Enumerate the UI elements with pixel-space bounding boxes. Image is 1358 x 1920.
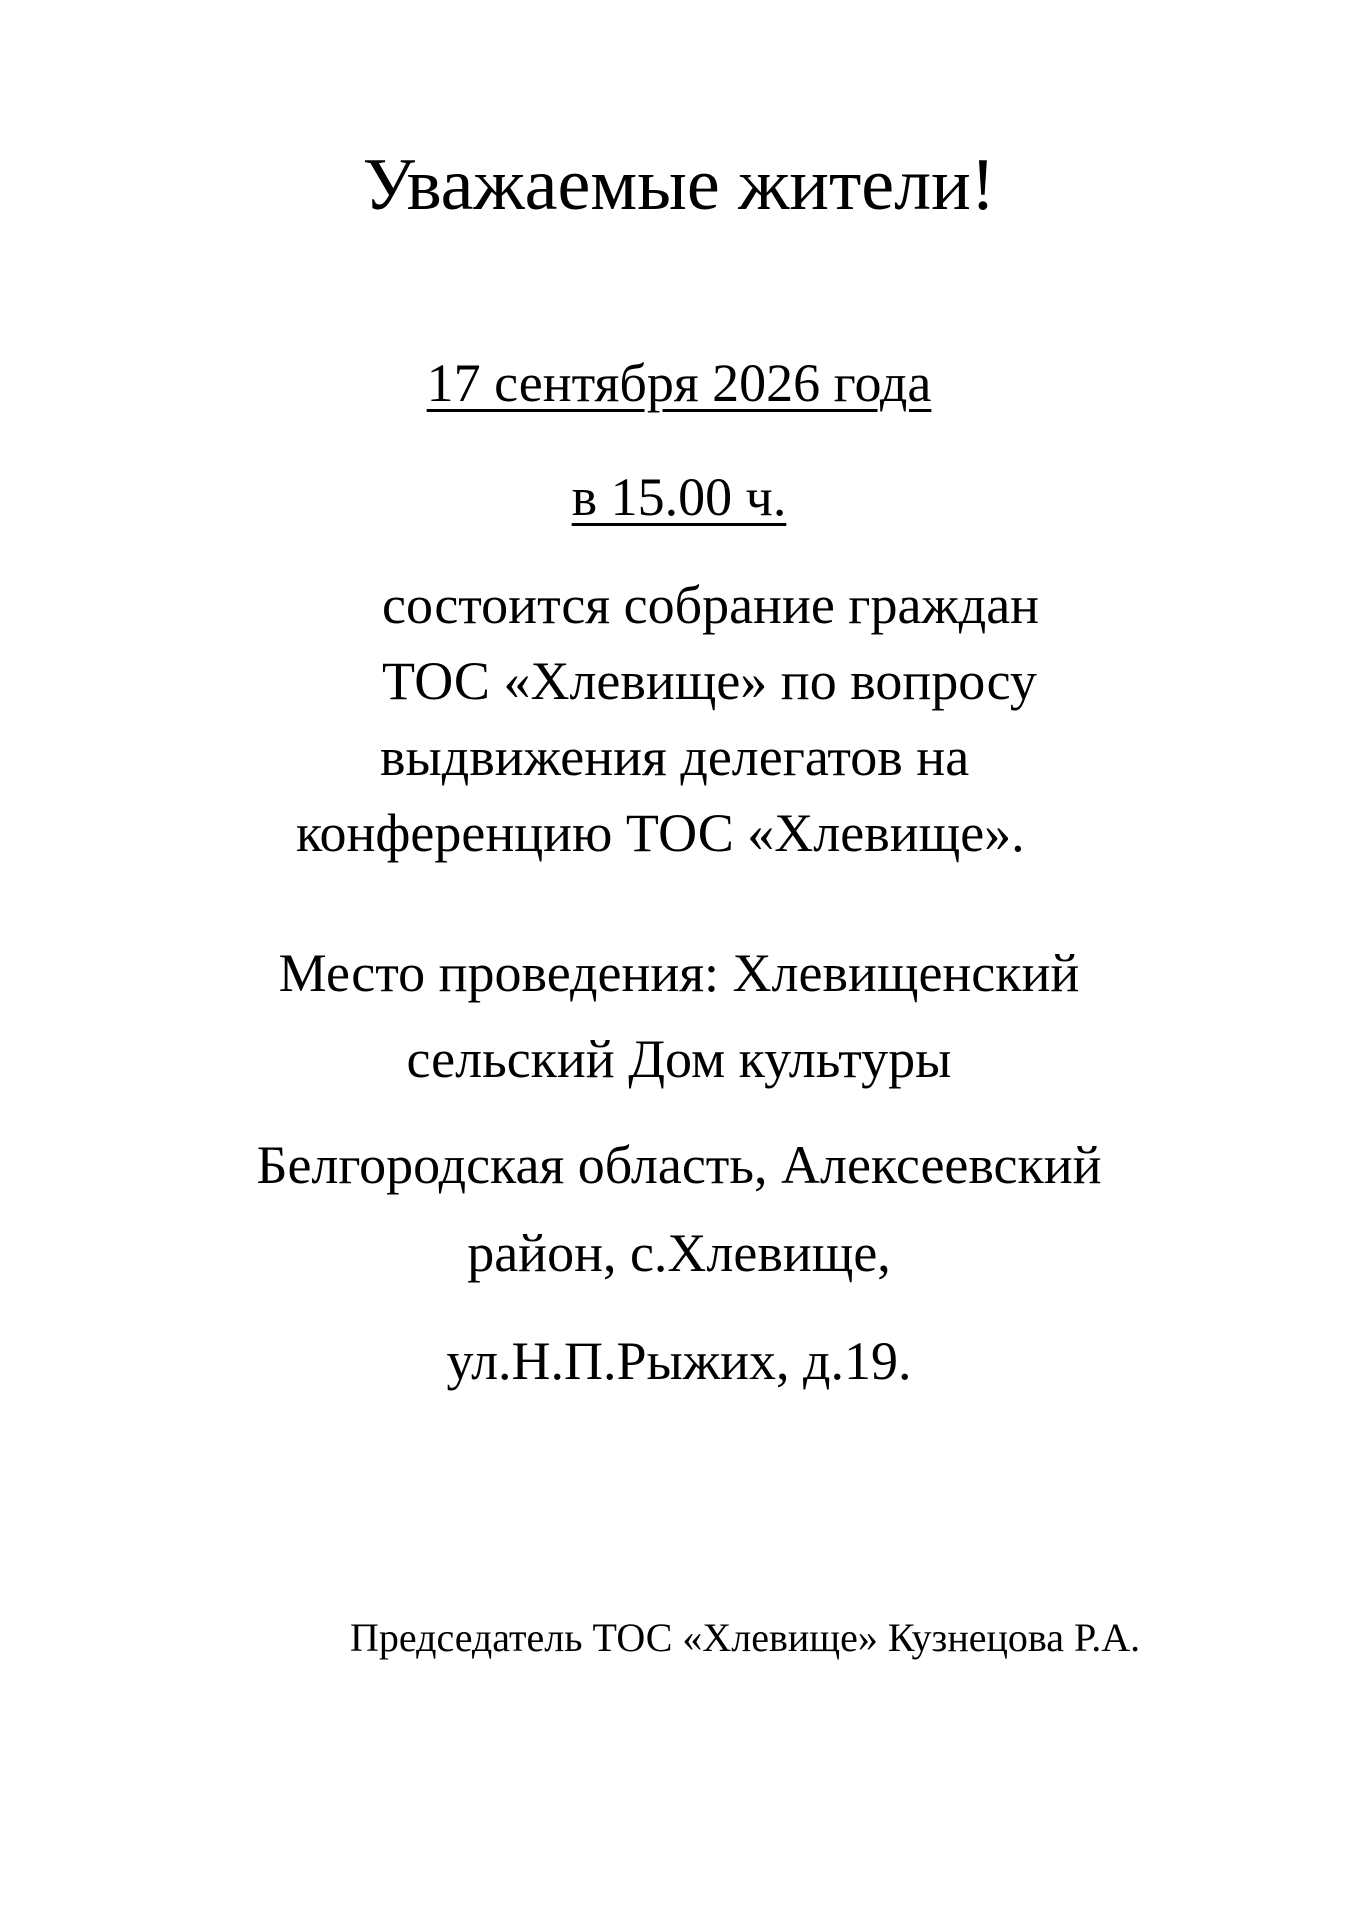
meeting-time <box>0 467 1358 527</box>
address-line: Белгородская область, Алексеевский <box>256 1135 1102 1195</box>
signature: Председатель ТОС «Хлевище» Кузнецова Р.А. <box>350 1615 1141 1660</box>
announcement-line: конференцию ТОС «Хлевище». <box>296 803 1025 863</box>
meeting-time-text: в 15.00 ч. <box>571 467 787 527</box>
address-line: район, с.Хлевище, <box>467 1223 891 1283</box>
address-line: ул.Н.П.Рыжих, д.19. <box>446 1331 912 1391</box>
venue-line: Место проведения: Хлевищенский <box>278 943 1080 1003</box>
venue-line: сельский Дом культуры <box>406 1029 952 1089</box>
announcement-line: ТОС «Хлевище» по вопросу <box>382 651 1037 711</box>
announcement-line: выдвижения делегатов на <box>380 727 970 787</box>
meeting-date-text: 17 сентября 2026 года <box>426 353 932 413</box>
announcement-line: состоится собрание граждан <box>382 575 1040 635</box>
notice-greeting: Уважаемые жители! <box>362 144 996 226</box>
meeting-date <box>0 353 1358 413</box>
